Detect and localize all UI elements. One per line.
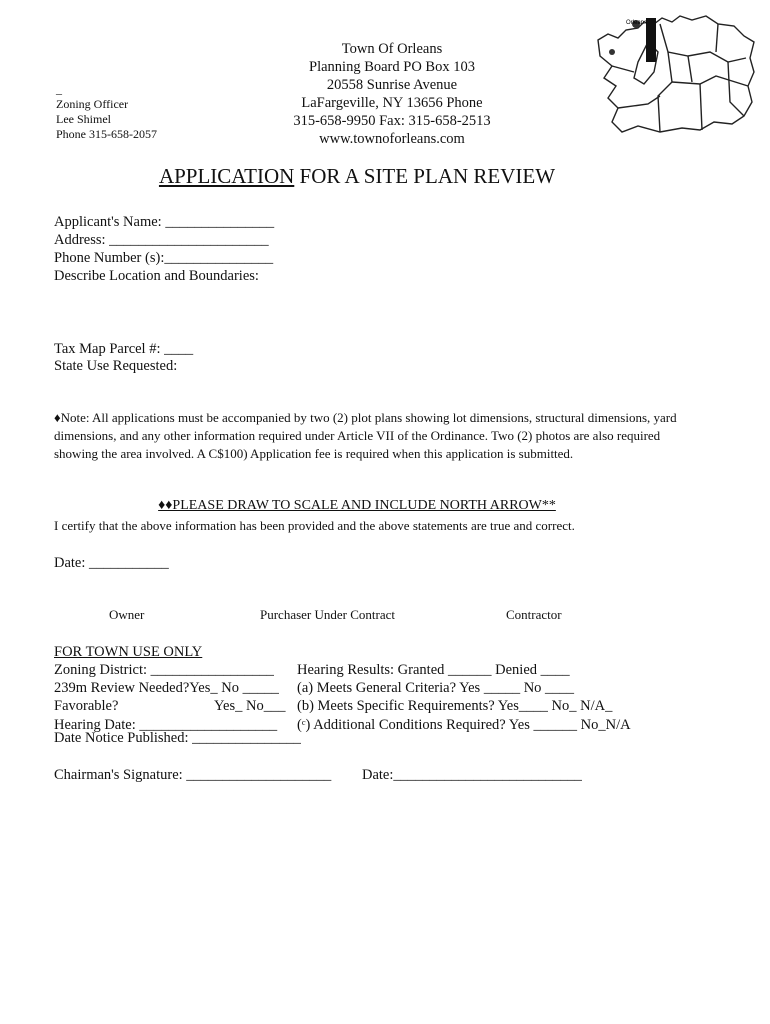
zoning-officer-block xyxy=(56,82,157,142)
tax-map-parcel-field[interactable]: Tax Map Parcel #: ____ xyxy=(54,341,194,357)
specific-requirements-field[interactable]: (b) Meets Specific Requirements? Yes____ No_ N/A_ xyxy=(297,698,613,714)
signature-date-field[interactable]: Date:__________________________ xyxy=(362,767,582,783)
draw-notice-text: ♦♦PLEASE DRAW TO SCALE AND INCLUDE NORTH ARROW** xyxy=(158,498,556,513)
purchaser-label: Purchaser Under Contract xyxy=(260,607,396,622)
date-notice-published-field[interactable]: Date Notice Published: _______________ xyxy=(54,730,301,746)
town-header xyxy=(262,40,522,148)
state-use-field[interactable]: State Use Requested: xyxy=(54,358,178,374)
additional-conditions-field[interactable]: (ᶜ) Additional Conditions Required? Yes ______ No_N/A xyxy=(297,717,631,733)
town-city: LaFargeville, NY 13656 Phone xyxy=(301,95,483,111)
zoning-district-field[interactable]: Zoning District: _________________ xyxy=(54,662,274,678)
favorable-label: Favorable? xyxy=(54,698,119,714)
town-name: Town Of Orleans xyxy=(341,41,443,57)
location-boundaries-field[interactable]: Describe Location and Boundaries: xyxy=(54,268,259,284)
officer-phone: Phone 315-658-2057 xyxy=(56,127,157,141)
officer-name: Lee Shimel xyxy=(56,112,111,126)
address-field[interactable]: Address: ______________________ xyxy=(54,232,269,248)
review-239m-field[interactable]: 239m Review Needed?Yes_ No _____ xyxy=(54,680,279,696)
town-map-icon xyxy=(588,12,758,140)
hearing-date-field[interactable]: Hearing Date: ___________________ xyxy=(54,717,278,733)
phone-number-field[interactable]: Phone Number (s):_______________ xyxy=(54,250,274,266)
title-underlined: APPLICATION xyxy=(158,164,295,188)
date-field[interactable]: Date: ___________ xyxy=(54,555,169,571)
town-phone-fax: 315-658-9950 Fax: 315-658-2513 xyxy=(293,113,491,129)
town-use-heading: FOR TOWN USE ONLY xyxy=(54,644,203,660)
note-paragraph: ♦Note: All applications must be accompanied by two (2) plot plans showing lot dimensions, structural dimensions, yard dimensions, and any other information required under Article VII of the Ordinance. Two (2) photos are also required showing the area involved. A C$100) Application fee is required when this application is submitted. xyxy=(54,410,677,461)
map-label: Orleans xyxy=(626,20,648,26)
officer-dash: _ xyxy=(56,82,62,96)
contractor-label: Contractor xyxy=(506,607,562,622)
draw-to-scale-notice xyxy=(0,498,714,514)
town-street: 20558 Sunrise Avenue xyxy=(326,77,458,93)
chairman-signature-field[interactable]: Chairman's Signature: ____________________ xyxy=(54,767,332,783)
hearing-results-field[interactable]: Hearing Results: Granted ______ Denied ____ xyxy=(297,662,570,678)
officer-title: Zoning Officer xyxy=(56,97,129,111)
applicant-name-field[interactable]: Applicant's Name: _______________ xyxy=(54,214,275,230)
favorable-yes-no-field[interactable]: Yes_ No___ xyxy=(214,698,286,714)
page-title xyxy=(0,164,714,189)
owner-label: Owner xyxy=(109,607,145,622)
general-criteria-field[interactable]: (a) Meets General Criteria? Yes _____ No ____ xyxy=(297,680,575,696)
town-website: www.townoforleans.com xyxy=(319,131,465,147)
title-rest: FOR A SITE PLAN REVIEW xyxy=(294,164,556,188)
town-board: Planning Board PO Box 103 xyxy=(309,59,475,75)
certify-statement: I certify that the above information has been provided and the above statements are true and correct. xyxy=(54,518,575,533)
